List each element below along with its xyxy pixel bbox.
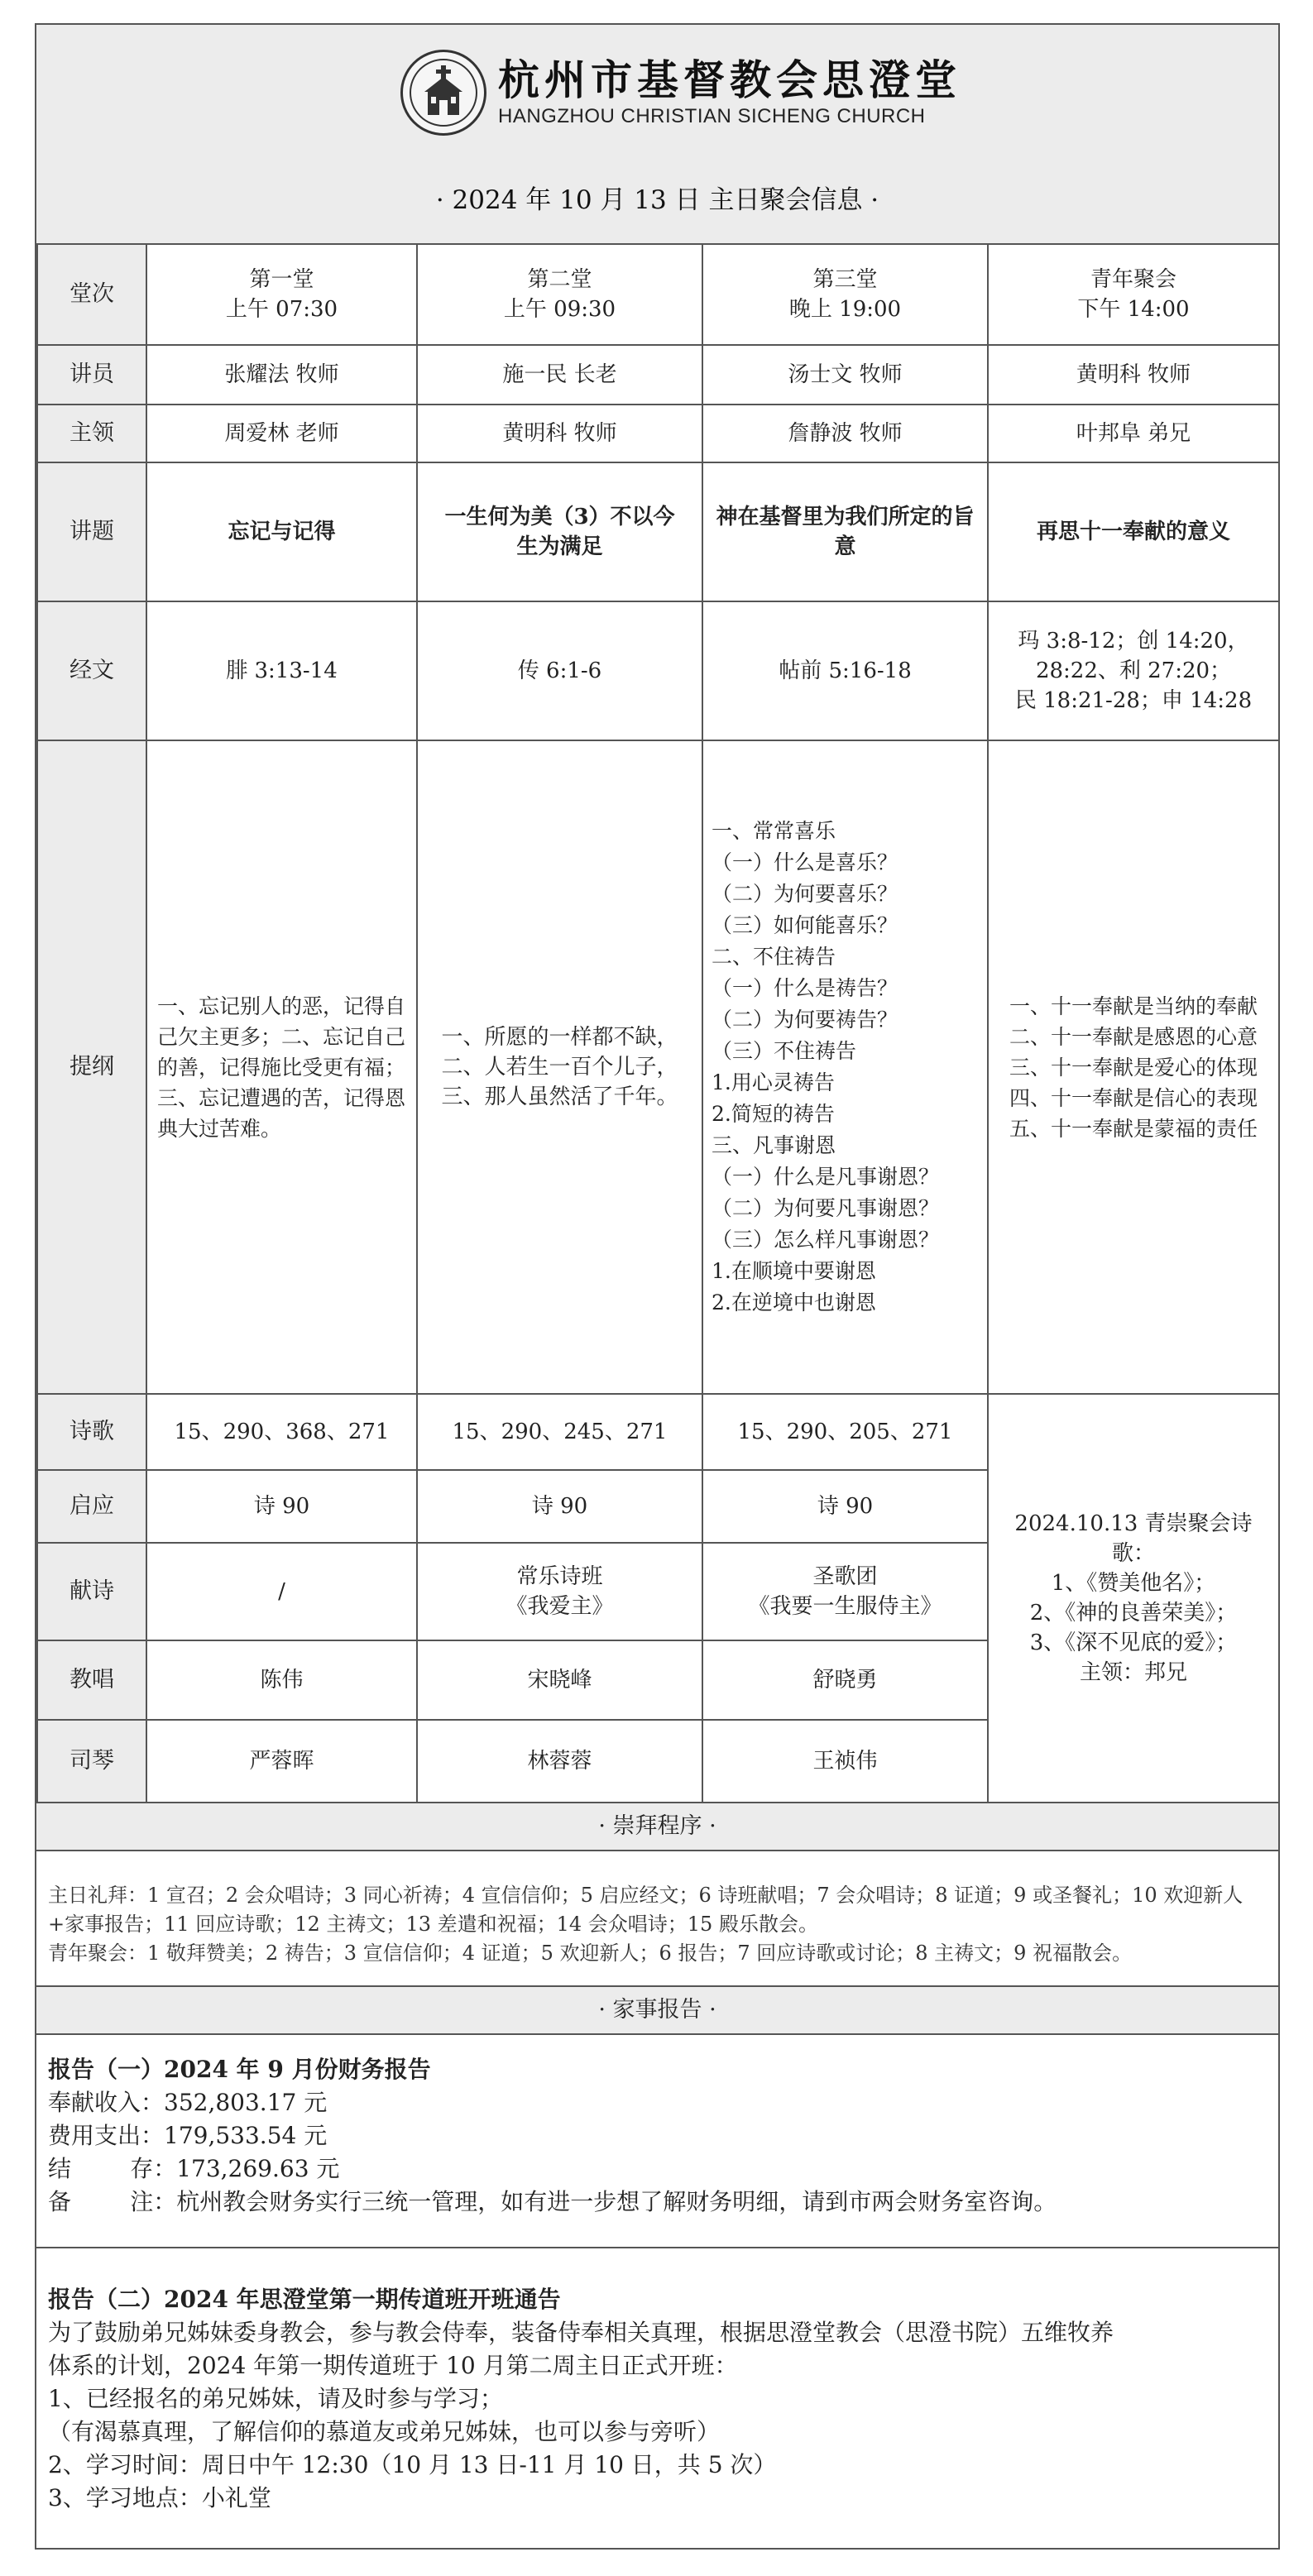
outline-line: 一、所愿的一样都不缺， <box>441 1025 678 1050</box>
session-name: 第一堂 <box>249 267 314 292</box>
outline-line: 四、十一奉献是信心的表现 <box>1009 1085 1258 1110</box>
outline-line: 2.在逆境中也谢恩 <box>712 1290 876 1314</box>
row-label-hymns: 诗歌 <box>37 1394 146 1470</box>
outline-cell <box>417 740 702 1394</box>
offering-song-cell: / <box>146 1543 417 1640</box>
scripture-cell: 腓 3:13-14 <box>146 601 417 740</box>
hymns-cell: 15、290、368、271 <box>146 1394 417 1470</box>
offering-song-cell <box>702 1543 988 1640</box>
scripture-line: 玛 3:8-12；创 14:20， <box>1018 629 1249 654</box>
report-line: （有渴慕真理，了解信仰的慕道友或弟兄姊妹，也可以参与旁听） <box>48 2418 721 2445</box>
report-training-class <box>48 2283 1267 2515</box>
session-cell <box>417 244 702 345</box>
session-name: 第二堂 <box>527 267 592 292</box>
row-label-scripture: 经文 <box>37 601 146 740</box>
outline-cell <box>702 740 988 1394</box>
leader-cell: 詹静波 牧师 <box>702 405 988 462</box>
bulletin-sheet <box>35 23 1280 2550</box>
song-leader-cell: 舒晓勇 <box>702 1640 988 1720</box>
report-title: 报告（二）2024 年思澄堂第一期传道班开班通告 <box>48 2286 561 2313</box>
youth-worship-order: 青年聚会：1 敬拜赞美；2 祷告；3 宣信信仰；4 证道；5 欢迎新人；6 报告；7 回应诗歌或讨论；8 主祷文；9 祝福散会。 <box>48 1942 1133 1965</box>
finance-expense: 费用支出：179,533.54 元 <box>48 2122 328 2149</box>
topic-cell: 一生何为美（3）不以今生为满足 <box>417 462 702 601</box>
report-finance <box>48 2053 1267 2219</box>
church-logo <box>400 50 961 136</box>
hymns-cell: 15、290、205、271 <box>702 1394 988 1470</box>
responsive-cell: 诗 90 <box>702 1470 988 1543</box>
scripture-line: 28:22、利 27:20； <box>1035 658 1232 683</box>
session-time: 晚上 19:00 <box>788 297 902 322</box>
responsive-cell: 诗 90 <box>417 1470 702 1543</box>
offering-song-title: 《我爱主》 <box>506 1594 614 1619</box>
topic-cell: 神在基督里为我们所定的旨意 <box>702 462 988 601</box>
offering-song-cell <box>417 1543 702 1640</box>
worship-order <box>48 1881 1270 1968</box>
church-name-cn: 杭州市基督教会思澄堂 <box>498 56 961 104</box>
row-label-responsive: 启应 <box>37 1470 146 1543</box>
leader-cell: 黄明科 牧师 <box>417 405 702 462</box>
report-line: 体系的计划，2024 年第一期传道班于 10 月第二周主日正式开班： <box>48 2352 738 2379</box>
offering-group: 圣歌团 <box>812 1564 878 1589</box>
topic-cell: 再思十一奉献的意义 <box>988 462 1279 601</box>
youth-songs-line: 3、《深不见底的爱》； <box>1029 1630 1238 1655</box>
session-name: 青年聚会 <box>1090 267 1176 292</box>
outline-line: （二）为何要喜乐？ <box>712 882 898 906</box>
speaker-cell: 汤士文 牧师 <box>702 345 988 405</box>
table-row-leader <box>37 405 1279 462</box>
session-time: 上午 09:30 <box>503 297 616 322</box>
outline-list <box>441 1022 678 1112</box>
youth-songs-line: 2024.10.13 青崇聚会诗歌： <box>1014 1511 1253 1566</box>
outline-line: （一）什么是喜乐？ <box>712 850 898 874</box>
pianist-cell: 严蓉晖 <box>146 1720 417 1803</box>
outline-line: （一）什么是凡事谢恩？ <box>712 1165 940 1189</box>
outline-line: （二）为何要凡事谢恩？ <box>712 1196 940 1220</box>
outline-line: 二、十一奉献是感恩的心意 <box>1009 1024 1258 1049</box>
song-leader-cell: 宋晓峰 <box>417 1640 702 1720</box>
session-time: 下午 14:00 <box>1077 297 1190 322</box>
row-label-outline: 提纲 <box>37 740 146 1394</box>
report-divider <box>36 2247 1278 2248</box>
row-label-topic: 讲题 <box>37 462 146 601</box>
outline-line: 三、那人虽然活了千年。 <box>441 1085 678 1109</box>
report-title: 报告（一）2024 年 9 月份财务报告 <box>48 2056 431 2083</box>
church-name-block <box>498 56 961 129</box>
speaker-cell: 张耀法 牧师 <box>146 345 417 405</box>
outline-line: 三、凡事谢恩 <box>712 1133 836 1157</box>
outline-line: （三）如何能喜乐？ <box>712 913 898 937</box>
outline-line: （三）不住祷告 <box>712 1039 857 1063</box>
session-name: 第三堂 <box>812 267 878 292</box>
service-schedule-table <box>36 243 1280 1803</box>
speaker-cell: 黄明科 牧师 <box>988 345 1279 405</box>
leader-cell: 叶邦阜 弟兄 <box>988 405 1279 462</box>
topic-cell: 忘记与记得 <box>146 462 417 601</box>
church-seal-icon <box>400 50 486 136</box>
outline-line: 一、常常喜乐 <box>712 819 836 843</box>
outline-text: 一、忘记别人的恶，记得自己欠主更多；二、忘记自己的善，记得施比受更有福；三、忘记遭遇的苦，记得恩典大过苦难。 <box>157 994 406 1141</box>
outline-line: （一）什么是祷告？ <box>712 976 898 1000</box>
table-row-outline <box>37 740 1279 1394</box>
session-cell <box>988 244 1279 345</box>
finance-note: 备 注：杭州教会财务实行三统一管理，如有进一步想了解财务明细，请到市两会财务室咨询。 <box>48 2188 1057 2215</box>
responsive-cell: 诗 90 <box>146 1470 417 1543</box>
scripture-cell <box>988 601 1279 740</box>
outline-line: （二）为何要祷告？ <box>712 1008 898 1032</box>
row-label-session: 堂次 <box>37 244 146 345</box>
session-cell <box>146 244 417 345</box>
outline-line: 五、十一奉献是蒙福的责任 <box>1009 1116 1258 1141</box>
table-row-session <box>37 244 1279 345</box>
outline-line: 二、人若生一百个儿子， <box>441 1055 678 1080</box>
table-row-scripture <box>37 601 1279 740</box>
sunday-worship-order: 主日礼拜：1 宣召；2 会众唱诗；3 同心祈祷；4 宣信信仰；5 启应经文；6 诗班献唱；7 会众唱诗；8 证道；9 或圣餐礼；10 欢迎新人+家事报告；11 回应诗歌；12 主祷文；13 差遣和祝福；14 会众唱诗；15 殿乐散会。 <box>48 1884 1244 1936</box>
speaker-cell: 施一民 长老 <box>417 345 702 405</box>
report-line: 1、已经报名的弟兄姊妹，请及时参与学习； <box>48 2385 503 2412</box>
table-row-hymns <box>37 1394 1279 1470</box>
session-cell <box>702 244 988 345</box>
outline-cell <box>146 740 417 1394</box>
scripture-cell: 传 6:1-6 <box>417 601 702 740</box>
youth-songs-line: 1、《赞美他名》； <box>1051 1571 1216 1596</box>
offering-song-title: 《我要一生服侍主》 <box>748 1594 942 1619</box>
youth-songs-line: 主领：邦兄 <box>1079 1660 1187 1685</box>
youth-songs-cell <box>988 1394 1279 1803</box>
outline-line: 一、十一奉献是当纳的奉献 <box>1009 994 1258 1018</box>
outline-line: （三）怎么样凡事谢恩？ <box>712 1228 940 1252</box>
report-line: 2、学习时间：周日中午 12:30（10 月 13 日-11 月 10 日，共 5 次） <box>48 2451 777 2478</box>
session-time: 上午 07:30 <box>225 297 338 322</box>
row-label-song-leader: 教唱 <box>37 1640 146 1720</box>
outline-line: 1.在顺境中要谢恩 <box>712 1259 876 1283</box>
service-title: · 2024 年 10 月 13 日 主日聚会信息 · <box>435 185 879 215</box>
scripture-line: 民 18:21-28；申 14:28 <box>1014 688 1253 713</box>
bulletin-header <box>36 25 1278 245</box>
table-row-speaker <box>37 345 1279 405</box>
pianist-cell: 王祯伟 <box>702 1720 988 1803</box>
offering-group: 常乐诗班 <box>516 1564 603 1589</box>
hymns-cell: 15、290、245、271 <box>417 1394 702 1470</box>
announcements-header: · 家事报告 · <box>36 1985 1278 2035</box>
song-leader-cell: 陈伟 <box>146 1640 417 1720</box>
row-label-leader: 主领 <box>37 405 146 462</box>
report-line: 3、学习地点：小礼堂 <box>48 2484 271 2511</box>
finance-balance: 结 存：173,269.63 元 <box>48 2155 340 2182</box>
table-row-topic <box>37 462 1279 601</box>
report-line: 为了鼓励弟兄姊妹委身教会，参与教会侍奉，装备侍奉相关真理，根据思澄堂教会（思澄书院）五维牧养 <box>48 2319 1114 2346</box>
outline-list <box>712 816 939 1319</box>
worship-order-header: · 崇拜程序 · <box>36 1802 1278 1851</box>
outline-line: 二、不住祷告 <box>712 945 836 969</box>
scripture-cell: 帖前 5:16-18 <box>702 601 988 740</box>
outline-list <box>995 991 1272 1144</box>
pianist-cell: 林蓉蓉 <box>417 1720 702 1803</box>
outline-line: 2.简短的祷告 <box>712 1102 835 1126</box>
leader-cell: 周爱林 老师 <box>146 405 417 462</box>
row-label-speaker: 讲员 <box>37 345 146 405</box>
outline-line: 三、十一奉献是爱心的体现 <box>1009 1055 1258 1080</box>
outline-line: 1.用心灵祷告 <box>712 1070 835 1094</box>
row-label-pianist: 司琴 <box>37 1720 146 1803</box>
church-name-en: HANGZHOU CHRISTIAN SICHENG CHURCH <box>498 105 926 127</box>
youth-songs-line: 2、《神的良善荣美》； <box>1029 1601 1238 1626</box>
row-label-offering-song: 献诗 <box>37 1543 146 1640</box>
outline-cell <box>988 740 1279 1394</box>
finance-income: 奉献收入：352,803.17 元 <box>48 2089 328 2116</box>
